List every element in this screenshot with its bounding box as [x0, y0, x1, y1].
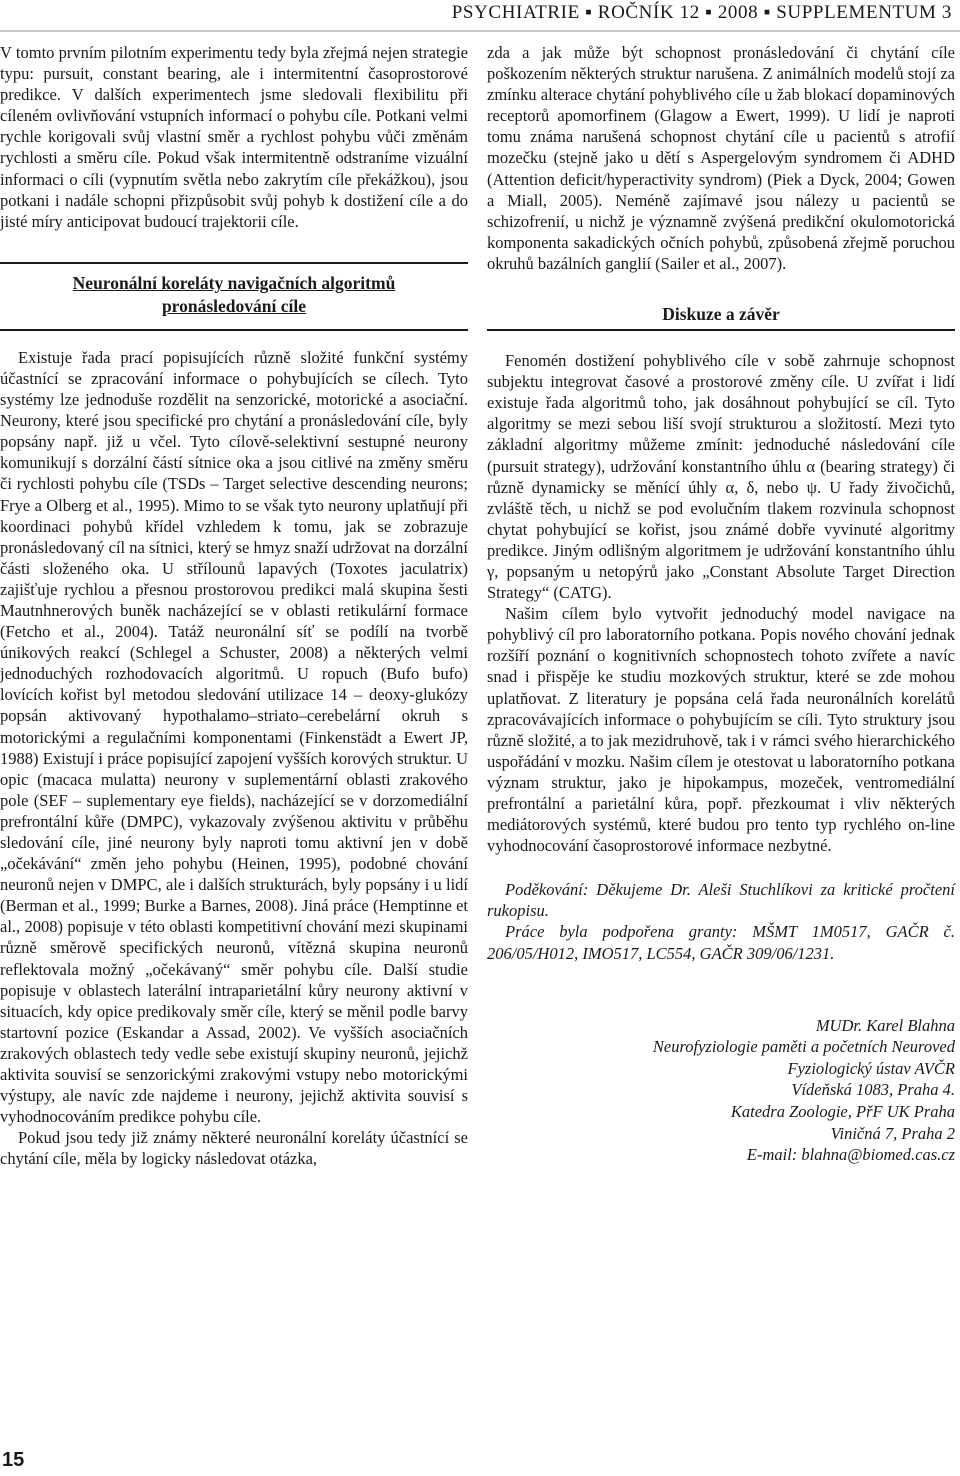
- affiliation-line: Vídeňská 1083, Praha 4.: [791, 1080, 955, 1100]
- affiliation-line: Katedra Zoologie, PřF UK Praha: [730, 1102, 955, 1122]
- running-head: PSYCHIATRIE ▪ ROČNÍK 12 ▪ 2008 ▪ SUPPLEMENTUM 3: [451, 2, 952, 23]
- affiliation-line: Viničná 7, Praha 2: [830, 1123, 955, 1143]
- section-title: Diskuze a závěr: [662, 304, 780, 325]
- header-rule: [0, 30, 960, 32]
- author-affiliation: [487, 1015, 955, 1166]
- body-paragraph: V tomto prvním pilotním experimentu tedy byla zřejmá nejen strategie typu: pursuit, constant bearing, ale i intermitentní časoprostorové predikce. V dalších experimentech jsme sledovali flexibilitu při cíleném ovlivňování vstupních informací o pohybu cíle. Potkani velmi rychle korigovali svůj vlastní směr a rychlost pohybu vůči změnám rychlosti a směru cíle. Pokud však intermitentně odstraníme vizuální informaci o cíli (vypnutím světla nebo zakrytím cíle překážkou), jsou potkani i nadále schopni přizpůsobit svůj pohyb k dostižení cíle a do jisté míry anticipovat budoucí trajektorii cíle.: [0, 43, 468, 231]
- body-paragraph: Existuje řada prací popisujících různě složité funkční systémy účastnící se zpracování informace o pohybujících se cílech. Tyto systémy lze jednoduše rozdělit na senzorické, motorické a asociační. Neurony, které jsou specifické pro chytání a pronásledování cíle, byly popsány např. již u včel. Tyto cílově-selektivní sestupné neurony komunikují s dorzální částí sítnice oka a jsou citlivé na změny směru či rychlosti pohybu cíle (TSDs – Target selective descending neurons; Frye a Olberg et al., 1995). Mimo to se však tyto neurony uplatňují při koordinaci pohybů křídel vzhledem k tomu, jak se zobrazuje pronásledovaný cíl na sítnici, který se hmyz snaží udržovat na dorzální části složeného oka. U střílounů lapavých (Toxotes jaculatrix) zajišťuje rychlou a přesnou prostorovou predikci malá skupina šesti Mautnhnerových buněk nacházející se v oblasti retikulární formace (Fetcho et al., 2004). Tatáž neuronální síť se podílí na tvorbě únikových reakcí (Schlegel a Schuster, 2008) a některých velmi jednoduchých rozhodovacích algoritmů. U ropuch (Bufo bufo) lovících kořist byl metodou sledování utilizace 14 – deoxy-glukózy popsán aktivovaný hypothalamo–striato–cerebelární okruh s motorickými a regulačními komponentami (Finkenstädt a Ewert JP, 1988) Existují i práce popisující zapojení vyšších korových struktur. U opic (macaca mulatta) neurony v suplementární oblasti zrakového pole (SEF – suplementary eye fields), nacházející se v dorzomediální prefrontální kůře (DMPC), vykazovaly zvýšenou aktivitu v průběhu sledování cíle, jiné neurony byly naproti tomu aktivní jen v době „očekávání“ změn jeho pohybu (Heinen, 1995), podobné chování neuronů nejen v DMPC, ale i dalších strukturách, byly popsány i u lidí (Berman et al., 1999; Burke a Barnes, 2008). Jiná práce (Hemptinne et al., 2008) popisuje v této oblasti kompetitivní chování mezi skupinami různě směrově specifických neuronů, vítězná skupina neuronů reflektovala možný „očekávaný“ směr pohybu cíle. Další studie popisuje v oblastech laterální intraparietální kůry neurony aktivní v situacích, kdy opice predikovaly směr cíle, který se měnil podle barvy startovní pozice (Eskandar a Assad, 2002). Ve vyšších asociačních zrakových oblastech tedy vedle sebe existují skupiny neuronů, jejichž aktivita souvisí se senzorickými zrakovými vstupy nebo motorickými výstupy, ale navíc zde najdeme i neurony, jejichž aktivita souvisí s vyhodnocováním predikce pohybu cíle.: [0, 347, 468, 1127]
- body-paragraph: Pokud jsou tedy již známy některé neuronální koreláty účastnící se chytání cíle, měla by logicky následovat otázka,: [0, 1128, 468, 1169]
- affiliation-line: Fyziologický ústav AVČR: [787, 1058, 955, 1078]
- author-email: E-mail: blahna@biomed.cas.cz: [746, 1145, 955, 1165]
- affiliation-line: Neurofyziologie paměti a početních Neuroved: [652, 1037, 955, 1057]
- body-paragraph: Fenomén dostižení pohyblivého cíle v sobě zahrnuje schopnost subjektu integrovat časové a prostorové změny cíle. U zvířat i lidí existuje řada algoritmů toho, jak dosáhnout pohybující se cíl. Tyto algoritmy se mezi sebou liší svojí strukturou a složitostí. Mezi tyto základní algoritmy můžeme zmínit: jednoduché následování cíle (pursuit strategy), udržování konstantního úhlu α (bearing strategy) či různě dynamicky se měnící úhly α, δ, nebo ψ. U řady živočichů, zvláště těch, u nichž se pod evolučním tlakem rozvinula schopnost chytat pohybující se kořist, jsou známé dobře vyvinuté algoritmy predikce. Jiným odlišným algoritmem je udržování konstantního úhlu γ, popsaným u netopýrů jako „Constant Absolute Target Direction Strategy“ (CATG).: [487, 351, 955, 603]
- body-paragraph: Našim cílem bylo vytvořit jednoduchý model navigace na pohyblivý cíl pro laboratorního potkana. Popis nového chování jednak rozšíří poznání o kognitivních schopnostech tohoto zvířete a navíc snad i přispěje ke studiu mozkových struktur, které se zde mohou uplatňovat. Z literatury je popsána celá řada neuronálních korelátů zpracovávajících informace o pohybujícím se cíli. Tyto struktury jsou různě složité, a to jak mezidruhově, tak i v rámci svého hierarchického uspořádání v mozku. Našim cílem je otestovat u laboratorního potkana význam struktur, jako je hipokampus, mozeček, ventromediální prefrontální a parietální kůra, popř. přezkoumat i vliv některých mediátorových systémů, které budou pro tento typ rychlého on-line vyhodnocování časoprostorové informace nezbytné.: [487, 604, 955, 856]
- left-column: [0, 42, 468, 1170]
- acknowledgement: Poděkování: Děkujeme Dr. Aleši Stuchlíkovi za kritické pročtení rukopisu.: [487, 880, 955, 921]
- grant-note: Práce byla podpořena granty: MŠMT 1M0517, GAČR č. 206/05/H012, IMO517, LC554, GAČR 309/06/1231.: [487, 922, 955, 963]
- body-paragraph: zda a jak může být schopnost pronásledování či chytání cíle poškozením některých struktur narušena. Z animálních modelů stojí za zmínku alterace chytání pohyblivého cíle u žab blokací dopaminových receptorů apomorfinem (Glagow a Ewert, 1999). U lidí je naproti tomu známa narušená schopnost chytání cíle u pacientů s atrofií mozečku (stejně jako u dětí s Aspergelovým syndromem či ADHD (Attention deficit/hyperactivity syndrom) (Piek a Dyck, 2004; Gowen a Miall, 2005). Neméně zajímavé jsou nálezy u pacientů se schizofrenií, u nichž je významně zvýšená predikční okulomotorická komponenta sakadických očních pohybů, způsobená zřejmě poruchou okruhů bazálních ganglií (Sailer et al., 2007).: [487, 43, 955, 273]
- right-column: [487, 42, 955, 1166]
- section-title: Neuronální koreláty navigačních algoritmů: [72, 272, 396, 293]
- author-name: MUDr. Karel Blahna: [815, 1015, 955, 1035]
- section-title-line2: pronásledování cíle: [161, 295, 307, 316]
- page-number: 15: [2, 1449, 25, 1471]
